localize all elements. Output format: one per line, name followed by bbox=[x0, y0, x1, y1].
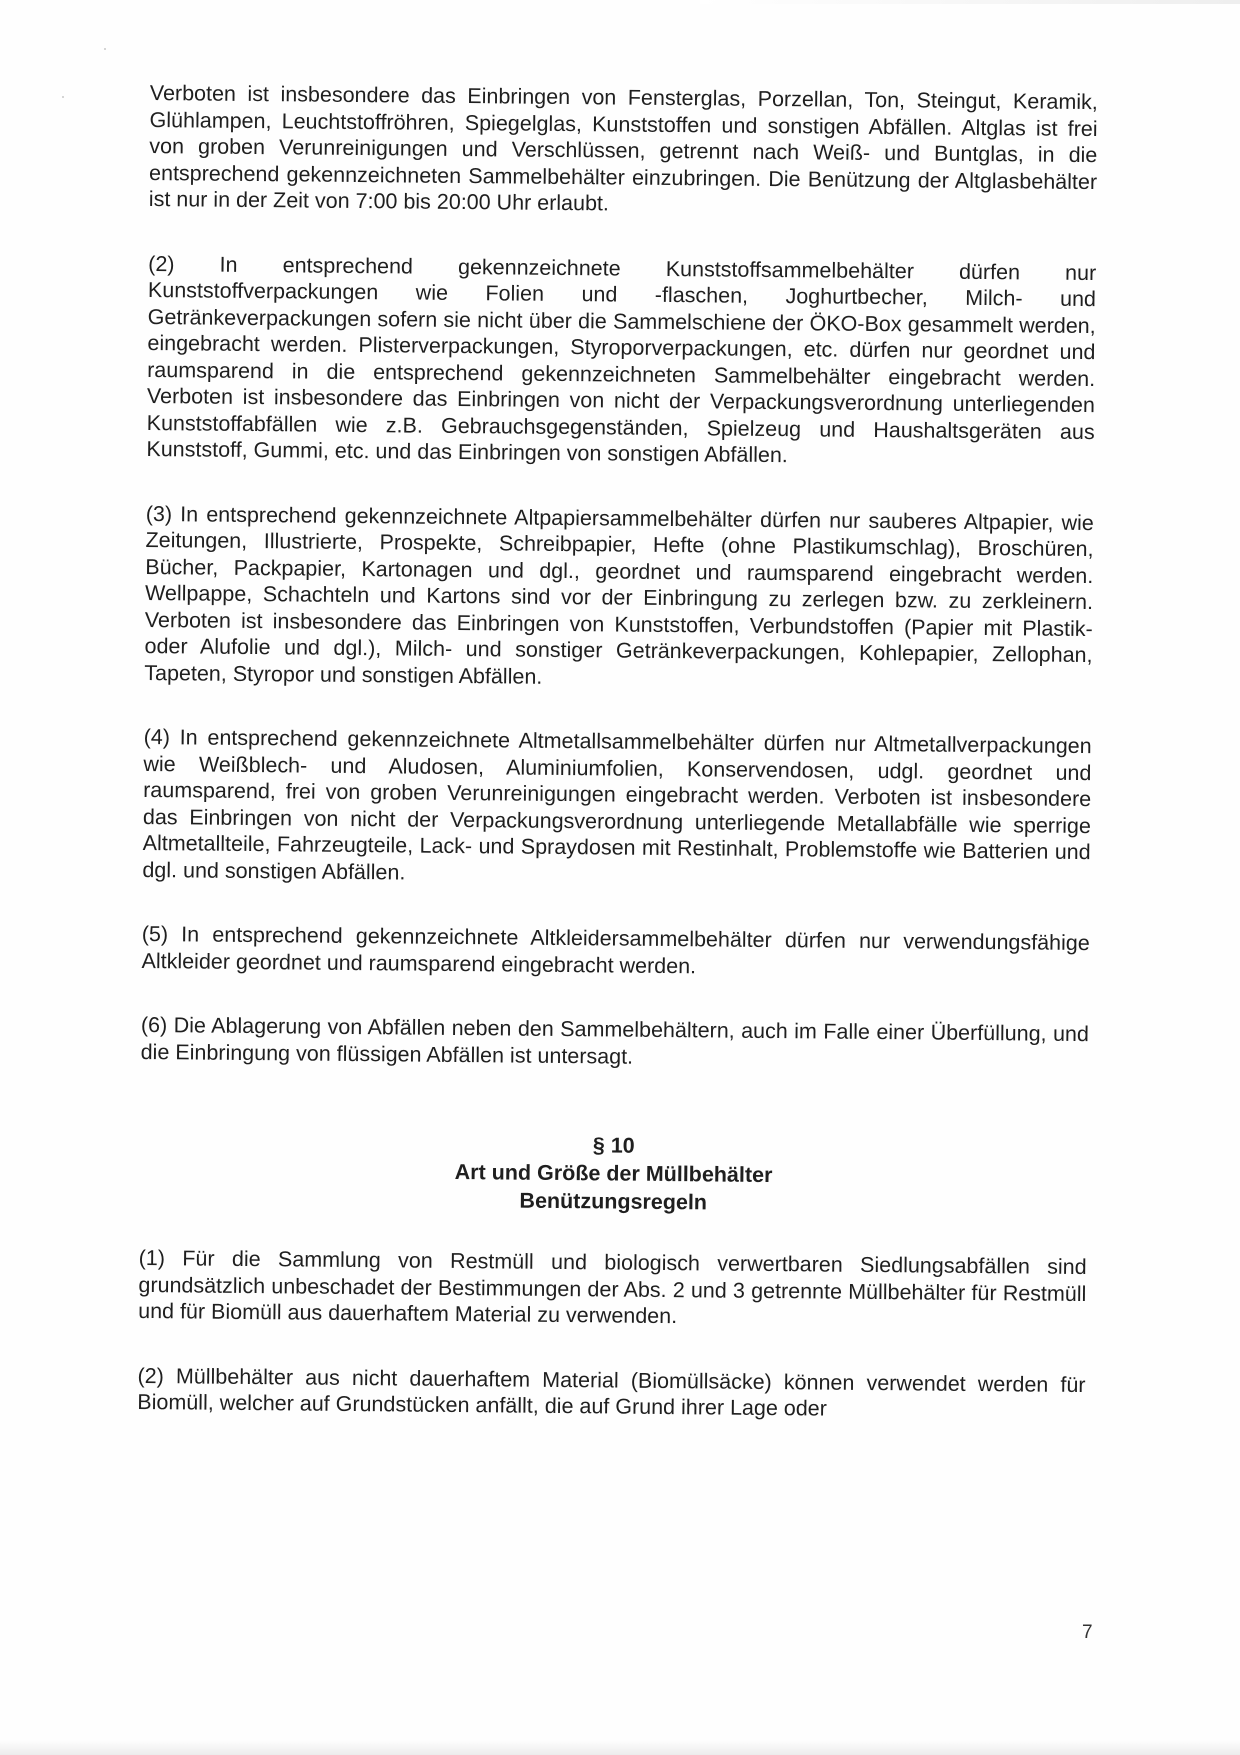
document-body bbox=[137, 80, 1098, 1463]
section-number: § 10 bbox=[592, 1133, 635, 1158]
paragraph-altkleider: (5) In entsprechend gekennzeichnete Altkleidersammelbehälter dürfen nur verwendungsfähige Altkleider geordnet und raumsparend eingebracht werden. bbox=[141, 921, 1090, 978]
paragraph-altpapier: (3) In entsprechend gekennzeichnete Altpapiersammelbehälter dürfen nur sauberes Altpapier, wie Zeitungen, Illustrierte, Prospekte, Schreibpapier, Hefte (ohne Plastikumschlag), Broschüren, Bücher, Packpapier, Kartonagen und dgl., geordnet und raumsparend eingebracht werden. Wellpappe, Schachteln und Kartons sind vor der Einbringung zu zerlegen bzw. zu zerkleinern. Verboten ist insbesondere das Einbringen von Kunststoffen, Verbundstoffen (Papier mit Plastik- oder Alufolie und dgl.), Milch- und sonstiger Getränkeverpackungen, Kohlepapier, Zellophan, Tapeten, Styropor und sonstigen Abfällen. bbox=[144, 501, 1094, 689]
scan-speck bbox=[62, 96, 64, 98]
paragraph-altglas-continuation: Verboten ist insbesondere das Einbringen von Fensterglas, Porzellan, Ton, Steingut, Keramik, Glühlampen, Leuchtstoffröhren, Spiegelglas, Kunststoffen und sonstigen Abfällen. Altglas ist frei von groben Verunreinigungen und Verschlüssen, getrennt nach Weiß- und Buntglas, in die entsprechend gekennzeichneten Sammelbehälter einzubringen. Die Benützung der Altglasbehälter ist nur in der Zeit von 7:00 bis 20:00 Uhr erlaubt. bbox=[148, 80, 1098, 216]
paragraph-kunststoff: (2) In entsprechend gekennzeichnete Kunststoffsammelbehälter dürfen nur Kunststoffverpackungen wie Folien und -flaschen, Joghurtbecher, Milch- und Getränkeverpackungen sofern sie nicht über die Sammelschiene der ÖKO-Box gesammelt werden, eingebracht werden. Plisterverpackungen, Styroporverpackungen, etc. dürfen nur geordnet und raumsparend in die entsprechend gekennzeichneten Sammelbehälter eingebracht werden. Verboten ist insbesondere das Einbringen von nicht der Verpackungsverordnung unterliegenden Kunststoffabfällen wie z.B. Gebrauchsgegenständen, Spielzeug und Haushaltsgeräten aus Kunststoff, Gummi, etc. und das Einbringen von sonstigen Abfällen. bbox=[146, 251, 1097, 468]
paragraph-biomuellsaecke: (2) Müllbehälter aus nicht dauerhaftem Material (Biomüllsäcke) können verwendet werden für Biomüll, welcher auf Grundstücken anfällt, die auf Grund ihrer Lage oder bbox=[137, 1363, 1086, 1421]
scan-speck bbox=[104, 48, 106, 50]
scan-edge-top bbox=[700, 0, 1240, 4]
paragraph-altmetall: (4) In entsprechend gekennzeichnete Altmetallsammelbehälter dürfen nur Altmetallverpackungen wie Weißblech- und Aludosen, Aluminiumfolien, Konservendosen, udgl. geordnet und raumsparend, frei von groben Verunreinigungen eingebracht werden. Verboten ist insbesondere das Einbringen von nicht der Verpackungsverordnung unterliegende Metallabfälle wie sperrige Altmetallteile, Fahrzeugteile, Lack- und Spraydosen mit Restinhalt, Problemstoffe wie Batterien und dgl. und sonstigen Abfällen. bbox=[142, 724, 1092, 884]
paragraph-ablagerung: (6) Die Ablagerung von Abfällen neben den Sammelbehältern, auch im Falle einer Überfüllung, und die Einbringung von flüssigen Abfällen ist untersagt. bbox=[140, 1012, 1090, 1069]
section-title: Art und Größe der Müllbehälter bbox=[454, 1159, 773, 1188]
paragraph-restmuell-biomuell: (1) Für die Sammlung von Restmüll und biologisch verwertbaren Siedlungsabfällen sind grundsätzlich unbeschadet der Bestimmungen der Abs. 2 und 3 getrennte Müllbehälter für Restmüll und für Biomüll aus dauerhaftem Material zu verwenden. bbox=[138, 1245, 1087, 1329]
page-number: 7 bbox=[1082, 1622, 1093, 1643]
section-heading bbox=[139, 1127, 1088, 1220]
scan-edge-bottom bbox=[0, 1739, 1240, 1755]
section-subtitle: Benützungsregeln bbox=[519, 1188, 708, 1215]
